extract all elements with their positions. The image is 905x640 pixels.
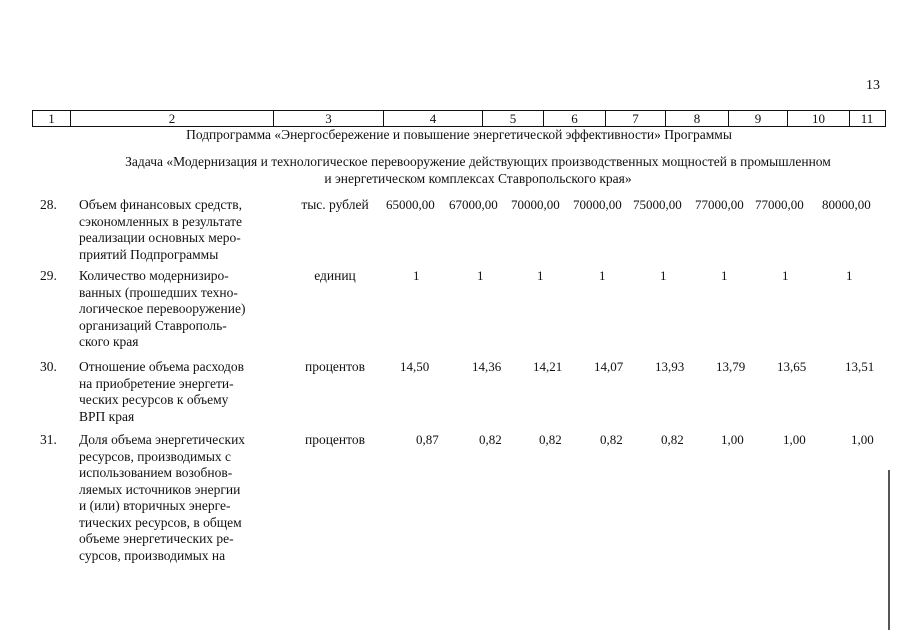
indicator-name-line: на приобретение энергети- [79,375,234,391]
value-col-11: 80000,00 [822,197,871,212]
indicator-name [79,197,271,263]
subprogram-title: Подпрограмма «Энергосбережение и повышение энергетической эффективности» Программы [186,127,732,142]
indicator-name-line: ВРП края [79,408,135,424]
header-col-8: 8 [666,111,729,126]
header-col-10: 10 [788,111,850,126]
indicator-name-line: ческих ресурсов к объему [79,392,229,407]
indicator-name-line: ванных (прошедших техно- [79,284,238,300]
value-col-8: 1 [660,268,667,283]
value-col-4: 0,87 [416,432,439,447]
indicator-name-line: организаций Ставрополь- [79,317,227,333]
value-col-9: 13,79 [716,359,746,374]
indicator-name [79,268,271,351]
value-col-7: 14,07 [594,359,624,374]
task-title-line-2: и энергетическом комплексах Ставропольского края» [324,171,632,186]
row-number: 30. [40,359,57,374]
value-col-8: 0,82 [661,432,684,447]
header-col-4: 4 [384,111,483,126]
value-col-10: 77000,00 [755,197,804,212]
value-col-7: 1 [599,268,606,283]
value-col-4: 65000,00 [386,197,435,212]
indicator-name-line: и (или) вторичных энерге- [79,498,231,513]
indicator-name-line: приятий Подпрограммы [79,246,219,262]
scan-edge-line [888,470,890,630]
indicator-name-line: Количество модернизиро- [79,268,229,283]
value-col-7: 0,82 [600,432,623,447]
indicator-name-line: Доля объема энергетических [79,432,246,447]
indicator-name-line: использованием возобнов- [79,465,233,480]
unit: единиц [314,268,356,283]
value-col-5: 67000,00 [449,197,498,212]
value-col-6: 1 [537,268,544,283]
row-number: 29. [40,268,57,283]
indicator-name-line: ского края [79,334,139,349]
unit: тыс. рублей [301,197,369,212]
indicator-name-line: тических ресурсов, в общем [79,514,242,530]
value-col-11: 1 [846,268,853,283]
value-col-9: 1 [721,268,728,283]
value-col-10: 1 [782,268,789,283]
value-col-5: 1 [477,268,484,283]
value-col-9: 77000,00 [695,197,744,212]
value-col-6: 0,82 [539,432,562,447]
row-number: 28. [40,197,57,212]
indicator-name-line: сэкономленных в результате [79,213,243,229]
header-col-3: 3 [274,111,384,126]
indicator-name-line: реализации основных меро- [79,230,241,245]
value-col-5: 14,36 [472,359,502,374]
value-col-4: 1 [413,268,420,283]
unit: процентов [304,432,365,447]
indicator-name-line: сурсов, производимых на [79,547,226,563]
task-title-line-1: Задача «Модернизация и технологическое перевооружение действующих производственных мощностей в промышленном [125,154,831,169]
row-number: 31. [40,432,57,447]
value-col-9: 1,00 [721,432,744,447]
value-col-8: 13,93 [655,359,685,374]
page-number: 13 [866,78,880,93]
indicator-name-line: ляемых источников энергии [79,481,241,497]
header-col-11: 11 [860,111,874,126]
header-col-1: 1 [33,111,71,126]
value-col-11: 1,00 [851,432,874,447]
value-col-4: 14,50 [400,359,430,374]
value-col-11: 13,51 [845,359,875,374]
value-col-6: 70000,00 [511,197,560,212]
indicator-name-line: объеме энергетических ре- [79,531,234,546]
unit: процентов [304,359,365,374]
value-col-7: 70000,00 [573,197,622,212]
value-col-5: 0,82 [479,432,502,447]
header-col-6: 6 [544,111,606,126]
value-col-8: 75000,00 [633,197,682,212]
indicator-name [79,359,271,425]
value-col-10: 1,00 [783,432,806,447]
indicator-name-line: Объем финансовых средств, [79,197,242,212]
header-col-2: 2 [71,111,274,126]
header-col-5: 5 [483,111,544,126]
indicator-name-line: логическое перевооружение) [79,301,246,316]
indicator-name-line: ресурсов, производимых с [79,448,232,464]
header-col-7: 7 [606,111,666,126]
value-col-6: 14,21 [533,359,563,374]
header-col-9: 9 [729,111,788,126]
task-title [70,153,886,187]
indicator-name [79,432,271,564]
indicator-name-line: Отношение объема расходов [79,359,245,374]
table-header-row [32,110,886,127]
value-col-10: 13,65 [777,359,807,374]
